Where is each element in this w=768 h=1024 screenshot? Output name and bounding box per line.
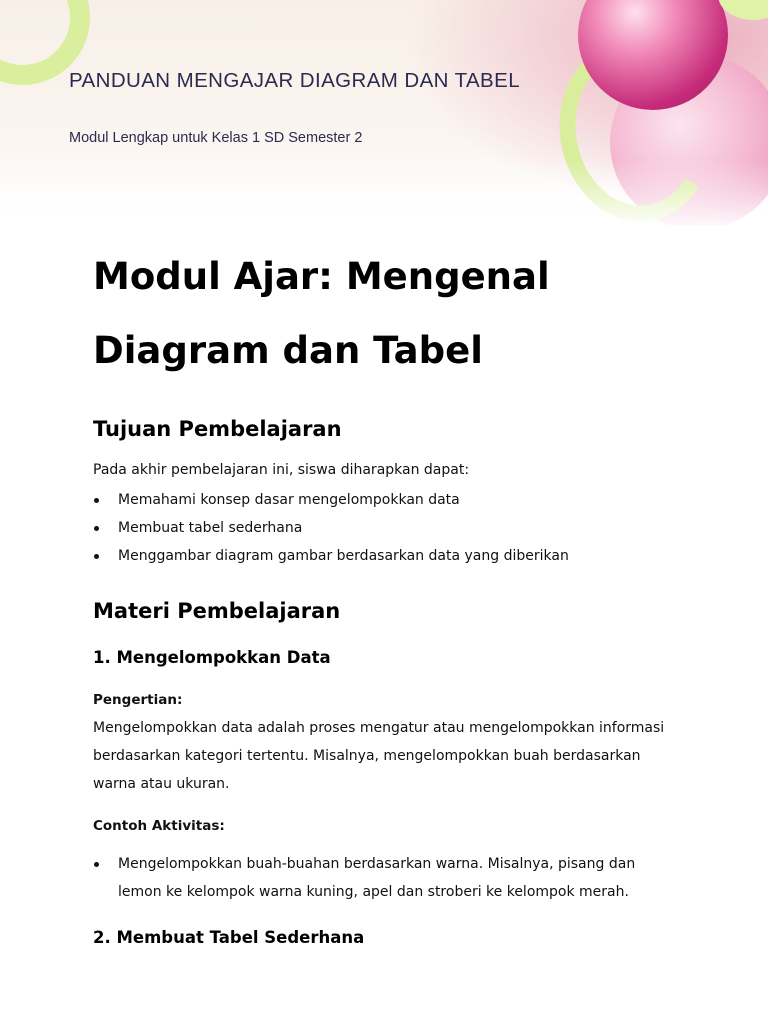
example-list: [93, 850, 683, 906]
materi-heading: Materi Pembelajaran: [93, 599, 341, 623]
list-item: Memahami konsep dasar mengelompokkan data: [93, 486, 683, 514]
header-banner: [0, 0, 768, 225]
document-body: [93, 240, 683, 952]
section-1-heading: 1. Mengelompokkan Data: [93, 648, 331, 667]
document-title: Modul Ajar: Mengenal Diagram dan Tabel: [93, 255, 550, 372]
tujuan-list: [93, 486, 683, 570]
section-2-heading: 2. Membuat Tabel Sederhana: [93, 928, 365, 947]
example-label: Contoh Aktivitas:: [93, 818, 225, 834]
tujuan-intro: Pada akhir pembelajaran ini, siswa diharapkan dapat:: [93, 462, 470, 478]
header-title: PANDUAN MENGAJAR DIAGRAM DAN TABEL: [69, 69, 521, 92]
list-item: Membuat tabel sederhana: [93, 514, 683, 542]
header-fade: [0, 160, 768, 225]
definition-label: Pengertian:: [93, 692, 183, 708]
tujuan-heading: Tujuan Pembelajaran: [93, 417, 342, 441]
list-item: Mengelompokkan buah-buahan berdasarkan warna. Misalnya, pisang dan lemon ke kelompok warna kuning, apel dan stroberi ke kelompok merah.: [93, 850, 683, 906]
list-item: Menggambar diagram gambar berdasarkan data yang diberikan: [93, 542, 683, 570]
header-subtitle: Modul Lengkap untuk Kelas 1 SD Semester 2: [69, 130, 363, 146]
definition-text: Mengelompokkan data adalah proses mengatur atau mengelompokkan informasi berdasarkan kategori tertentu. Misalnya, mengelompokkan buah berdasarkan warna atau ukuran.: [93, 720, 665, 792]
